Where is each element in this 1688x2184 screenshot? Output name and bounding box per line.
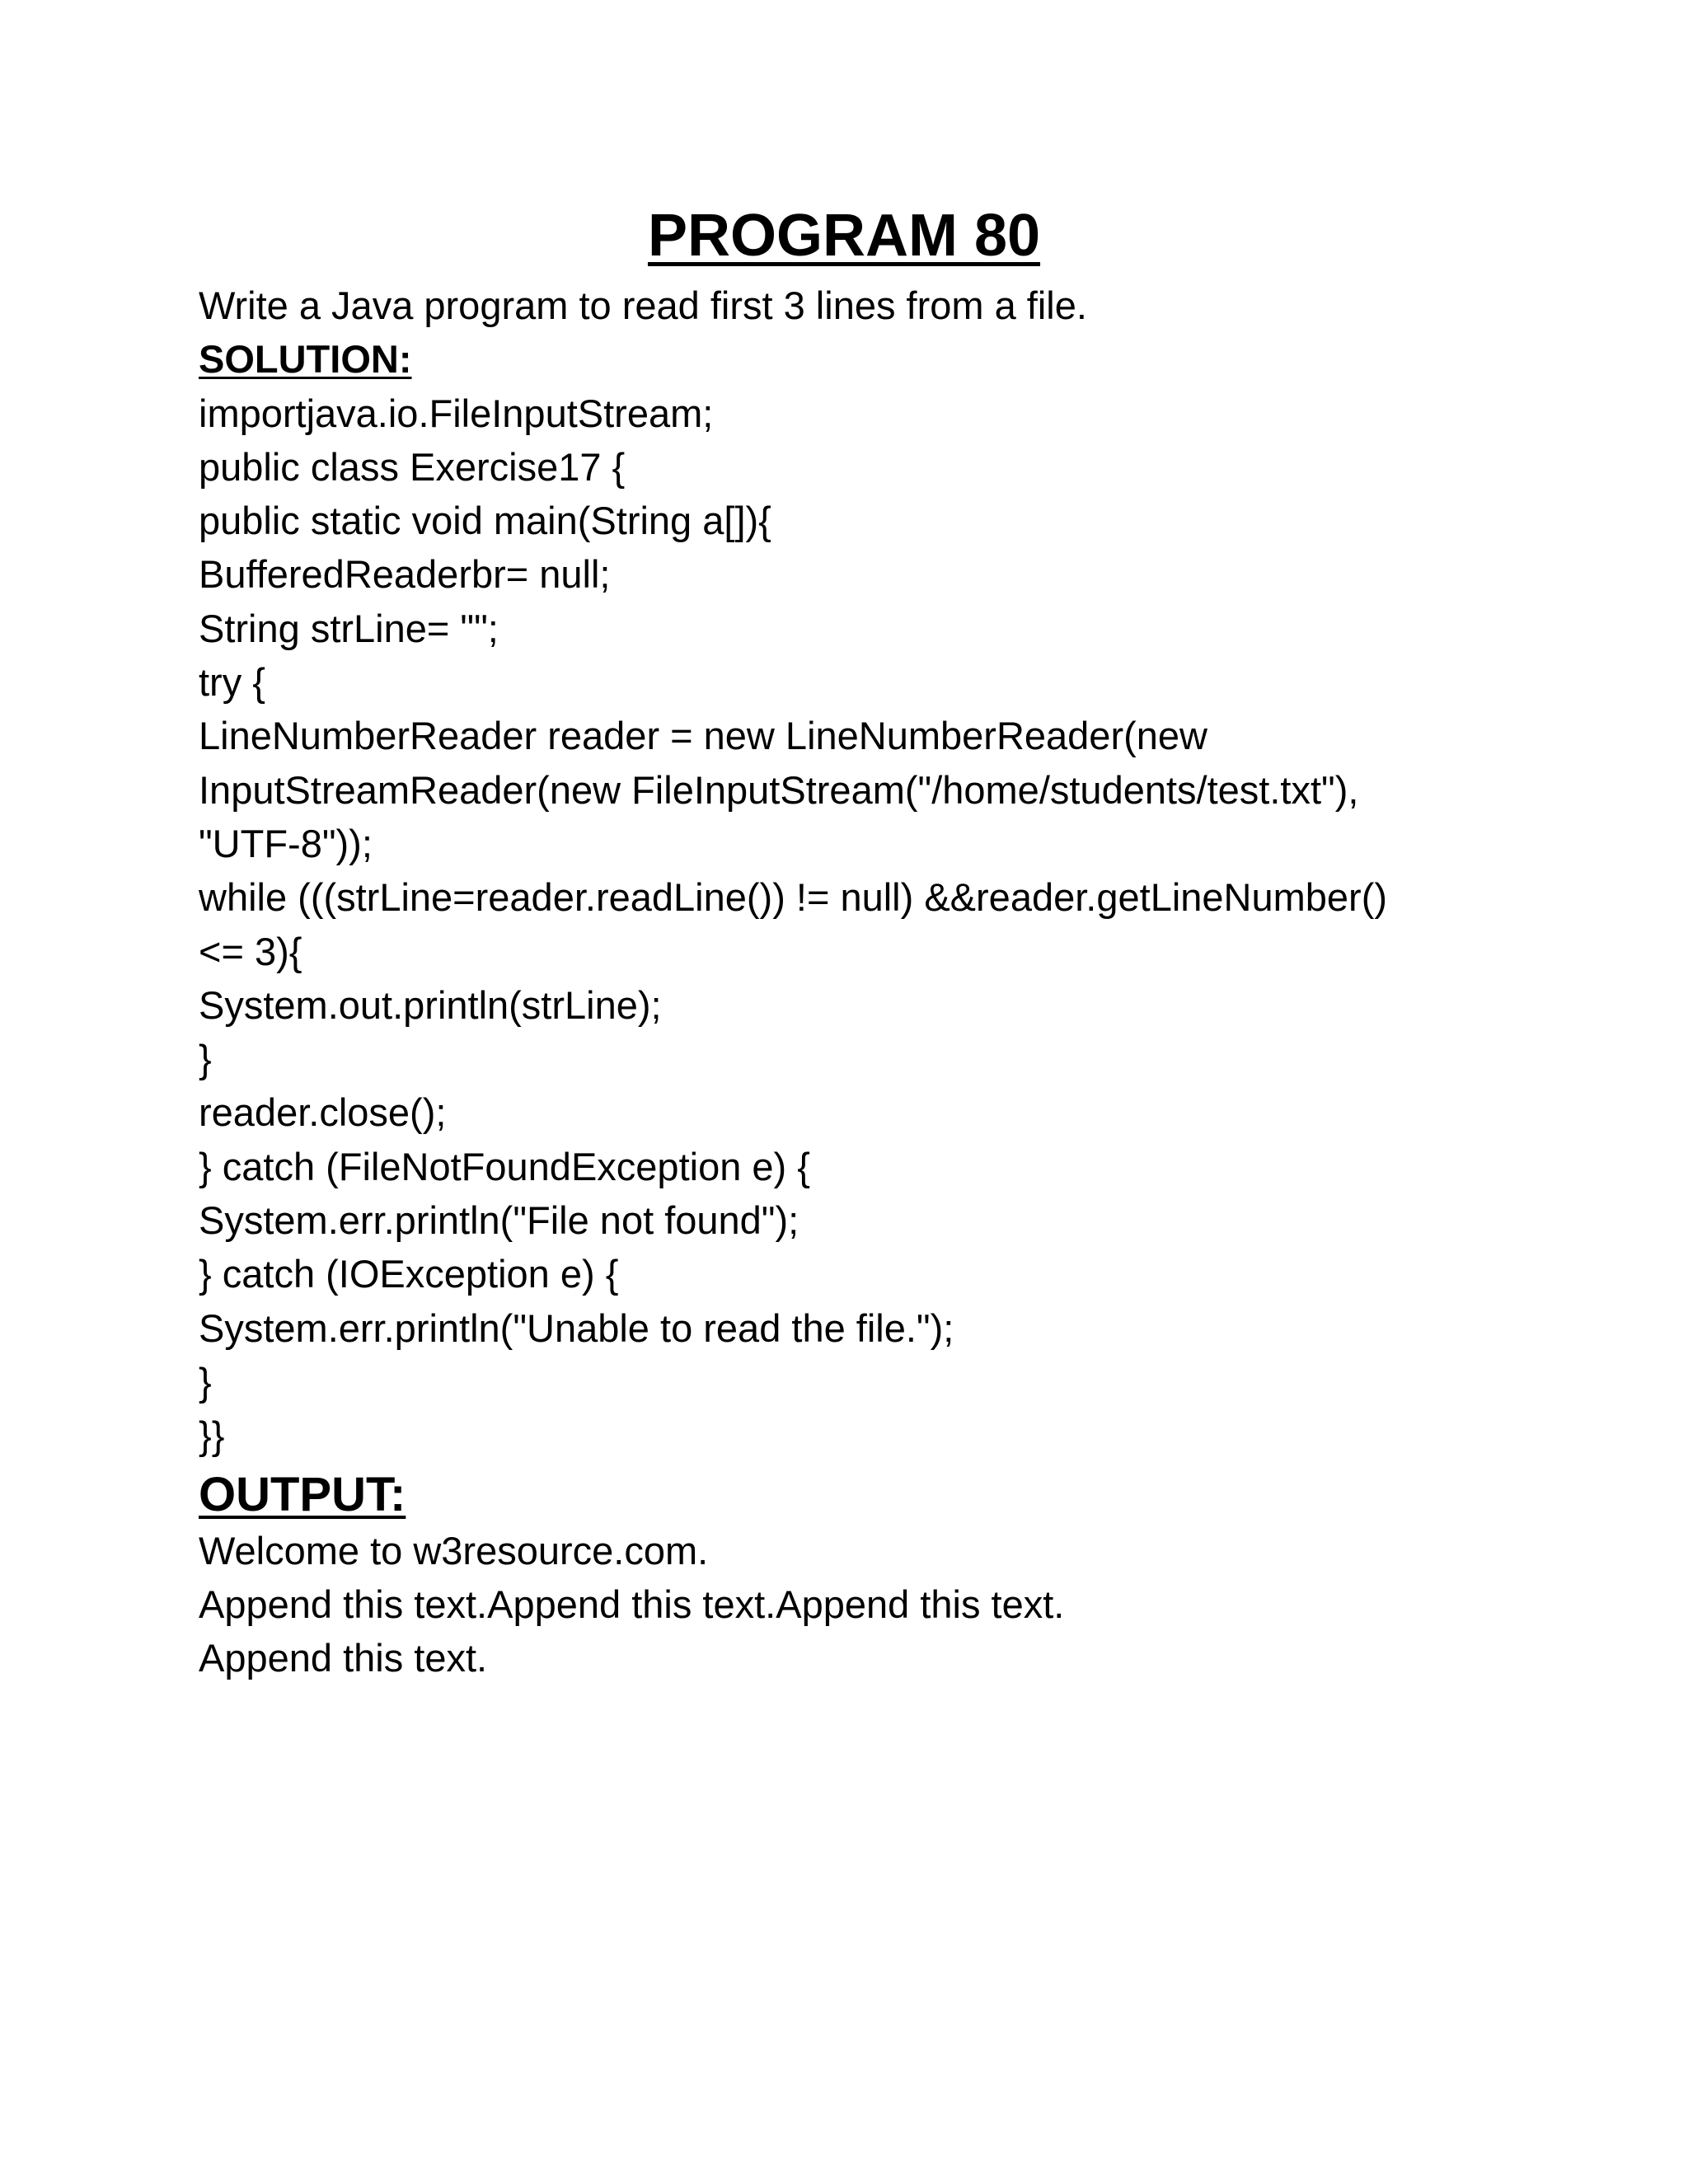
- code-line: }: [199, 1037, 212, 1081]
- code-line: reader.close();: [199, 1090, 447, 1135]
- code-line: <= 3){: [199, 929, 302, 973]
- code-line: InputStreamReader(new FileInputStream("/home/students/test.txt"),: [199, 767, 1359, 812]
- output-line: Append this text.Append this text.Append this text.: [199, 1582, 1065, 1626]
- solution-heading: SOLUTION:: [199, 337, 412, 382]
- code-line: System.err.println("File not found");: [199, 1198, 799, 1243]
- code-block: [199, 387, 1666, 1463]
- code-line: System.err.println("Unable to read the file.");: [199, 1305, 954, 1350]
- code-line: try {: [199, 660, 265, 705]
- code-line: System.out.println(strLine);: [199, 982, 662, 1027]
- code-line: importjava.io.FileInputStream;: [199, 391, 714, 435]
- question-text: Write a Java program to read first 3 lines from a file.: [199, 284, 1087, 327]
- code-line: BufferedReaderbr= null;: [199, 552, 611, 597]
- code-line: "UTF-8"));: [199, 821, 373, 865]
- code-line: }}: [199, 1413, 225, 1458]
- output-line: Append this text.: [199, 1636, 488, 1680]
- document-body: [199, 279, 1666, 1685]
- output-block: [199, 1524, 1666, 1685]
- code-line: LineNumberReader reader = new LineNumberReader(new: [199, 714, 1207, 758]
- output-heading: OUTPUT:: [199, 1467, 406, 1521]
- code-line: } catch (IOException e) {: [199, 1252, 619, 1296]
- code-line: public static void main(String a[]){: [199, 499, 771, 543]
- code-line: } catch (FileNotFoundException e) {: [199, 1144, 810, 1188]
- code-line: while (((strLine=reader.readLine()) != null) &&reader.getLineNumber(): [199, 875, 1388, 920]
- code-line: String strLine= "";: [199, 606, 499, 650]
- code-line: }: [199, 1359, 212, 1404]
- output-line: Welcome to w3resource.com.: [199, 1528, 709, 1572]
- code-line: public class Exercise17 {: [199, 444, 626, 489]
- program-title: PROGRAM 80: [647, 203, 1041, 269]
